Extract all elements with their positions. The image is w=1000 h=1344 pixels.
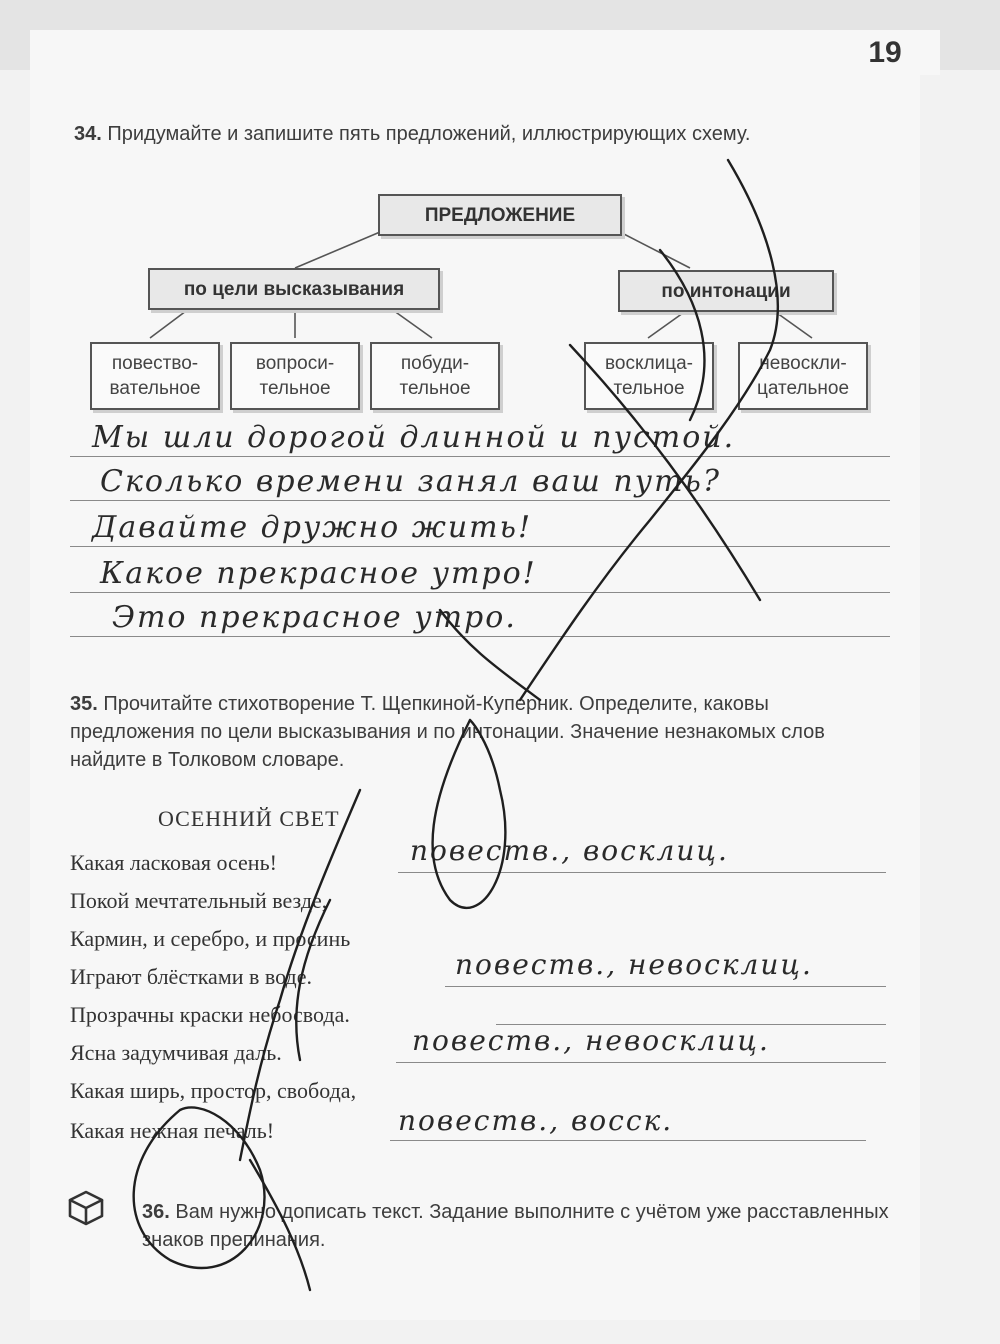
task-34-prompt: Придумайте и запишите пять предложений, иллюстрирующих схему. bbox=[107, 123, 751, 145]
poem-line: Кармин, и серебро, и просинь bbox=[70, 926, 351, 951]
poem-line: Играют блёстками в воде. bbox=[70, 964, 312, 989]
leaf-non-exclamatory-label: невоскли- цательное bbox=[756, 353, 850, 399]
task-36-number: 36. bbox=[142, 1201, 170, 1223]
handwritten-poem-answer-3: повеств., невосклиц. bbox=[412, 1024, 770, 1057]
page-number: 19 bbox=[868, 35, 902, 69]
leaf-exclamatory-label: восклица- тельное bbox=[605, 353, 693, 399]
handwritten-poem-answer-2: повеств., невосклиц. bbox=[455, 948, 813, 981]
handwritten-answer-4: Какое прекрасное утро! bbox=[100, 556, 537, 591]
poem-line: Какая ширь, простор, свобода, bbox=[70, 1078, 357, 1103]
handwritten-answer-2: Сколько времени занял ваш путь? bbox=[100, 464, 721, 499]
leaf-interrogative-label: вопроси- тельное bbox=[255, 353, 335, 399]
task-36-prompt: Вам нужно дописать текст. Задание выполните с учётом уже расставленных знаков препинания. bbox=[142, 1201, 889, 1251]
task-34-number: 34. bbox=[74, 123, 102, 145]
diagram-root-label: ПРЕДЛОЖЕНИЕ bbox=[424, 204, 576, 226]
poem-line: Какая нежная печаль! bbox=[70, 1118, 275, 1143]
handwritten-answer-3: Давайте дружно жить! bbox=[92, 510, 533, 545]
handwritten-answer-1: Мы шли дорогой длинной и пустой. bbox=[92, 420, 736, 455]
diagram-intonation-label: по интонации bbox=[661, 280, 791, 302]
handwritten-answer-5: Это прекрасное утро. bbox=[112, 600, 517, 635]
handwritten-poem-answer-1: повеств., восклиц. bbox=[410, 834, 729, 867]
poem-line: Какая ласковая осень! bbox=[70, 850, 277, 875]
poem-line: Прозрачны краски небосвода. bbox=[70, 1002, 350, 1027]
poem-title: ОСЕННИЙ СВЕТ bbox=[158, 806, 340, 831]
poem-line: Ясна задумчивая даль. bbox=[70, 1040, 282, 1065]
leaf-narrative-label: повество- вательное bbox=[109, 353, 201, 399]
poem-line: Покой мечтательный везде, bbox=[70, 888, 328, 913]
task-35-prompt: Прочитайте стихотворение Т. Щепкиной-Куперник. Определите, каковы предложения по цели высказывания и по интонации. Значение незнакомых слов найдите в Толковом словаре. bbox=[70, 693, 825, 771]
handwritten-poem-answer-4: повеств., восск. bbox=[398, 1104, 674, 1137]
leaf-imperative-label: побуди- тельное bbox=[399, 353, 471, 399]
task-35-number: 35. bbox=[70, 693, 98, 715]
diagram-purpose-label: по цели высказывания bbox=[183, 278, 405, 300]
